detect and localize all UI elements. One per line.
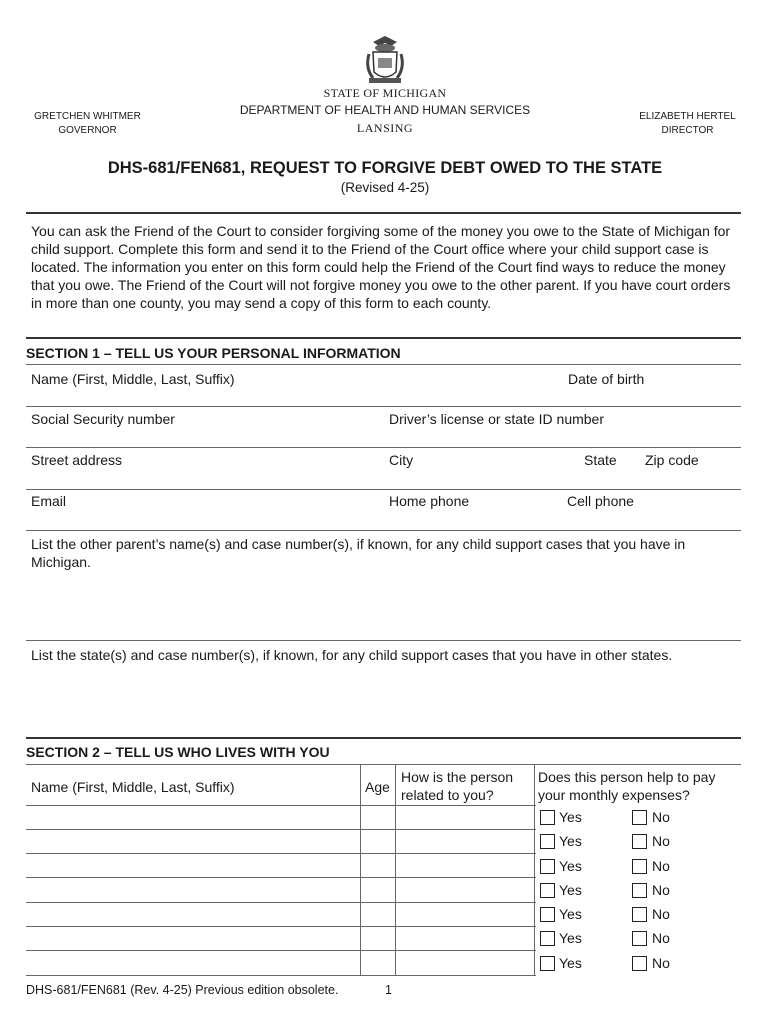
michigan-state-seal-icon — [361, 34, 409, 86]
name-field[interactable]: Name (First, Middle, Last, Suffix) — [31, 371, 235, 387]
director-name: ELIZABETH HERTEL — [639, 111, 736, 122]
yes-checkbox[interactable] — [540, 956, 555, 971]
no-label: No — [652, 882, 670, 898]
governor-block — [30, 110, 145, 138]
other-parent-field[interactable]: List the other parent’s name(s) and case number(s), if known, for any child support cases that you have in Michigan. — [31, 536, 686, 570]
no-label: No — [652, 809, 670, 825]
col-age-header: Age — [365, 779, 390, 795]
table-row-line — [26, 829, 536, 830]
license-field[interactable]: Driver’s license or state ID number — [389, 411, 605, 427]
email-field[interactable]: Email — [31, 493, 67, 509]
form-revised: (Revised 4-25) — [340, 180, 430, 195]
yes-checkbox[interactable] — [540, 859, 555, 874]
no-label: No — [652, 955, 670, 971]
no-label: No — [652, 930, 670, 946]
city-field[interactable]: City — [389, 452, 414, 468]
table-row-line — [26, 805, 536, 806]
other-states-field[interactable]: List the state(s) and case number(s), if known, for any child support cases that you have in other states. — [31, 647, 673, 663]
ssn-field[interactable]: Social Security number — [31, 411, 175, 427]
cell-phone-field[interactable]: Cell phone — [567, 493, 634, 509]
section1-heading: SECTION 1 – TELL US YOUR PERSONAL INFORMATION — [26, 345, 401, 361]
state-field[interactable]: State — [584, 452, 617, 468]
divider — [26, 640, 741, 641]
divider — [26, 530, 741, 531]
section2-heading: SECTION 2 – TELL US WHO LIVES WITH YOU — [26, 744, 330, 760]
governor-name: GRETCHEN WHITMER — [34, 111, 141, 122]
dob-field[interactable]: Date of birth — [568, 371, 645, 387]
form-title: DHS-681/FEN681, REQUEST TO FORGIVE DEBT OWED TO THE STATE — [107, 159, 663, 177]
header-state: STATE OF MICHIGAN — [323, 86, 447, 100]
no-label: No — [652, 906, 670, 922]
footer-form-id: DHS-681/FEN681 (Rev. 4-25) Previous edition obsolete. — [26, 983, 339, 997]
yes-label: Yes — [559, 858, 582, 874]
no-checkbox[interactable] — [632, 907, 647, 922]
table-row-line — [26, 877, 536, 878]
yes-label: Yes — [559, 955, 582, 971]
divider — [26, 737, 741, 739]
table-row-line — [26, 975, 536, 976]
no-label: No — [652, 858, 670, 874]
yes-checkbox[interactable] — [540, 834, 555, 849]
yes-label: Yes — [559, 809, 582, 825]
divider — [26, 406, 741, 407]
zip-field[interactable]: Zip code — [645, 452, 699, 468]
divider — [26, 764, 741, 765]
table-row-line — [26, 950, 536, 951]
yes-checkbox[interactable] — [540, 883, 555, 898]
yes-label: Yes — [559, 930, 582, 946]
col-name-header: Name (First, Middle, Last, Suffix) — [31, 779, 235, 795]
divider — [26, 212, 741, 214]
yes-label: Yes — [559, 833, 582, 849]
no-checkbox[interactable] — [632, 931, 647, 946]
director-block — [630, 110, 745, 138]
divider — [26, 447, 741, 448]
header-department: DEPARTMENT OF HEALTH AND HUMAN SERVICES — [239, 103, 531, 117]
no-checkbox[interactable] — [632, 859, 647, 874]
table-row-line — [26, 902, 536, 903]
divider — [26, 337, 741, 339]
column-divider — [534, 764, 535, 976]
no-checkbox[interactable] — [632, 810, 647, 825]
yes-checkbox[interactable] — [540, 907, 555, 922]
home-phone-field[interactable]: Home phone — [389, 493, 470, 509]
divider — [26, 489, 741, 490]
header-city: LANSING — [356, 121, 414, 135]
divider — [26, 364, 741, 365]
no-checkbox[interactable] — [632, 956, 647, 971]
yes-checkbox[interactable] — [540, 931, 555, 946]
col-related-header-2: related to you? — [401, 787, 494, 803]
yes-label: Yes — [559, 882, 582, 898]
col-related-header-1: How is the person — [401, 769, 514, 785]
yes-checkbox[interactable] — [540, 810, 555, 825]
intro-text: You can ask the Friend of the Court to consider forgiving some of the money you owe to the State of Michigan for child support. Complete this form and send it to the Friend of the Court office where your child support case is located. The information you enter on this form could help the Friend of the Court find ways to reduce the money that you owe. The Friend of the Court will not forgive money you owe to the other parent. If you have court orders in more than one county, you may send a copy of this form to each county. — [31, 223, 731, 311]
no-label: No — [652, 833, 670, 849]
no-checkbox[interactable] — [632, 834, 647, 849]
table-row-line — [26, 926, 536, 927]
column-divider — [395, 764, 396, 976]
director-title: DIRECTOR — [661, 125, 714, 136]
footer-page-number: 1 — [385, 983, 392, 997]
governor-title: GOVERNOR — [58, 125, 117, 136]
yes-label: Yes — [559, 906, 582, 922]
col-help-header-1: Does this person help to pay — [538, 769, 716, 785]
table-row-line — [26, 853, 536, 854]
column-divider — [360, 764, 361, 976]
col-help-header-2: your monthly expenses? — [538, 787, 690, 803]
street-field[interactable]: Street address — [31, 452, 123, 468]
no-checkbox[interactable] — [632, 883, 647, 898]
